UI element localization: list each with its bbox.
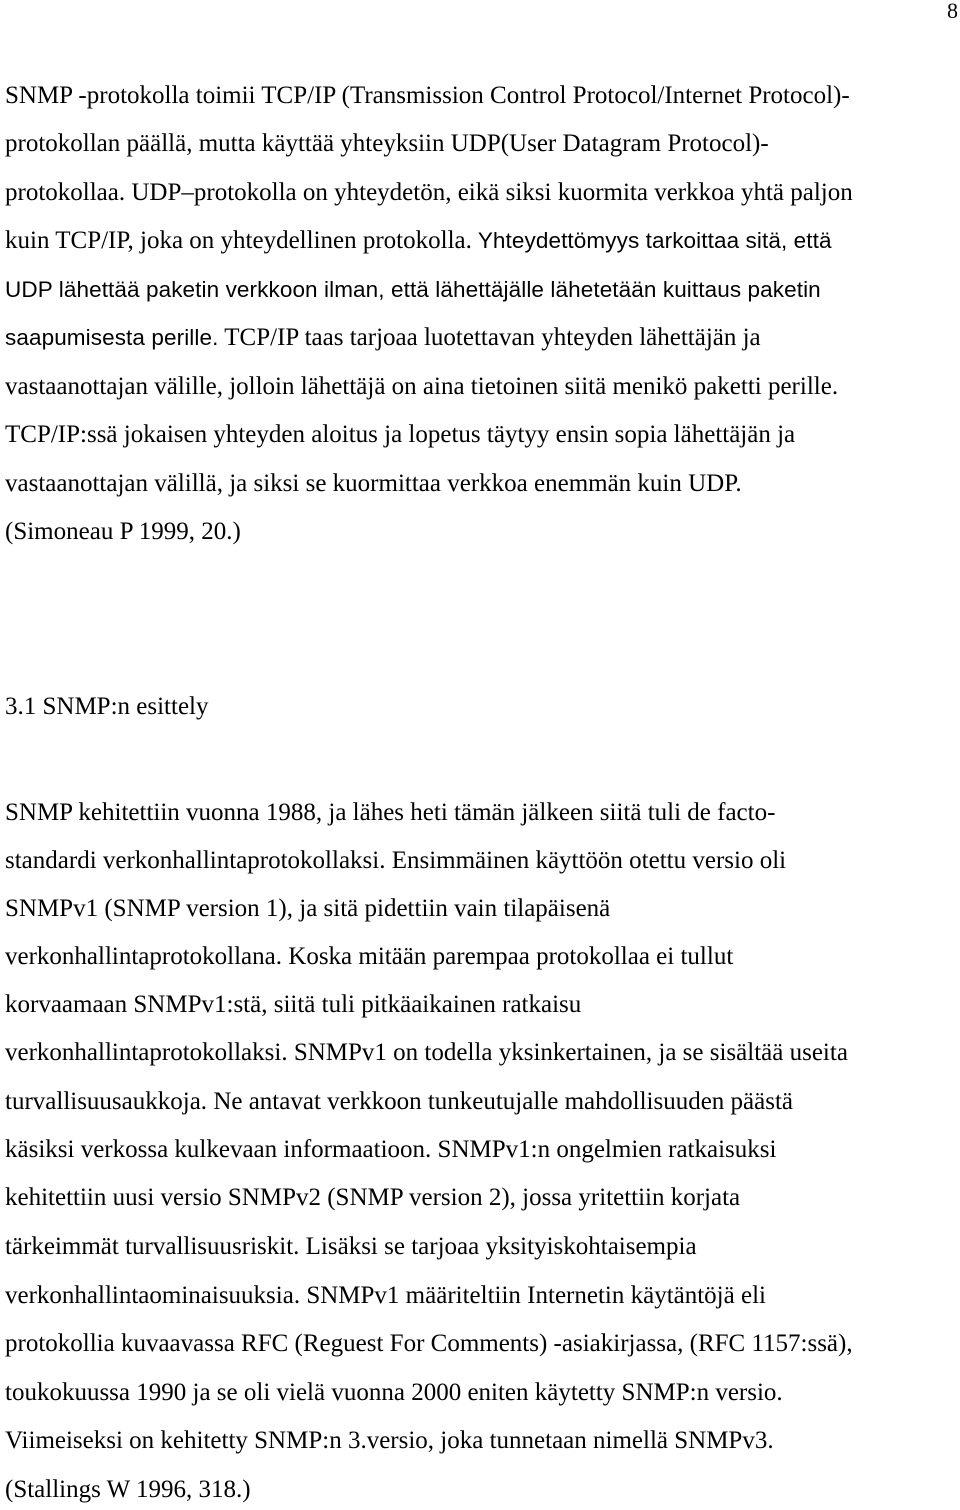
text-segment: standardi verkonhallintaprotokollaksi.: [5, 847, 386, 874]
text-line: SNMP -protokolla toimii TCP/IP (Transmission Control Protocol/Internet Protocol)-: [5, 82, 850, 109]
text-line: korvaamaan SNMPv1:stä, siitä tuli pitkäaikainen ratkaisu: [5, 991, 582, 1018]
text-segment: verkonhallintaprotokollaksi.: [5, 1039, 288, 1066]
text-line: protokollan päällä, mutta käyttää yhteyksiin UDP(User Datagram Protocol)-: [5, 130, 769, 157]
text-line: TCP/IP:ssä jokaisen yhteyden aloitus ja lopetus täytyy ensin sopia lähettäjän ja: [5, 421, 796, 448]
text-line: (Simoneau P 1999, 20.): [5, 518, 241, 545]
text-segment: Yhteydettömyys tarkoittaa sitä, että: [471, 228, 832, 253]
text-line: kehitettiin uusi versio SNMPv2 (SNMP version 2), jossa yritettiin korjata: [5, 1184, 741, 1211]
text-line: [5, 1281, 766, 1311]
text-line: SNMP kehitettiin vuonna 1988, ja lähes heti tämän jälkeen siitä tuli de facto-: [5, 799, 776, 826]
text-line: (Stallings W 1996, 318.): [5, 1476, 251, 1503]
text-line: SNMPv1 (SNMP version 1), ja sitä pidettiin vain tilapäisenä: [5, 895, 611, 922]
text-line: UDP lähettää paketin verkkoon ilman, että lähettäjälle lähetetään kuittaus paketin: [5, 277, 821, 302]
text-line: Viimeiseksi on kehitetty SNMP:n 3.versio, joka tunnetaan nimellä SNMPv3.: [5, 1427, 774, 1454]
text-segment: Lisäksi se tarjoaa yksityiskohtaisempia: [299, 1233, 697, 1260]
text-line: [5, 1038, 848, 1068]
text-line: [5, 1087, 793, 1117]
text-segment: SNMPv1 määriteltiin Internetin käytäntöjä eli: [300, 1282, 766, 1309]
page-number: 8: [947, 0, 958, 23]
text-line: [5, 1135, 776, 1165]
text-line: protokollia kuvaavassa RFC (Reguest For Comments) -asiakirjassa, (RFC 1157:ssä),: [5, 1330, 853, 1357]
text-line: [5, 323, 761, 353]
text-segment: SNMPv1:n ongelmien ratkaisuksi: [431, 1136, 777, 1163]
text-segment: SNMPv1 on todella yksinkertainen, ja se sisältää useita: [287, 1039, 848, 1066]
text-segment: tärkeimmät turvallisuusriskit.: [5, 1233, 300, 1260]
text-line: protokollaa. UDP–protokolla on yhteydetön, eikä siksi kuormita verkkoa yhtä paljon: [5, 179, 853, 206]
text-segment: Ensimmäinen käyttöön otettu versio oli: [385, 847, 787, 874]
text-segment: saapumisesta perille.: [5, 325, 219, 350]
text-segment: käsiksi verkossa kulkevaan informaatioon.: [5, 1136, 432, 1163]
text-segment: verkonhallintaprotokollana.: [5, 943, 283, 970]
text-segment: Koska mitään parempaa protokollaa ei tullut: [282, 943, 734, 970]
text-segment: turvallisuusaukkoja.: [5, 1088, 208, 1115]
text-line: toukokuussa 1990 ja se oli vielä vuonna 2000 eniten käytetty SNMP:n versio.: [5, 1379, 783, 1406]
text-line: [5, 1232, 697, 1262]
text-line: vastaanottajan välillä, ja siksi se kuormittaa verkkoa enemmän kuin UDP.: [5, 470, 742, 497]
text-segment: TCP/IP taas tarjoaa luotettavan yhteyden lähettäjän ja: [218, 324, 761, 351]
text-line: [5, 942, 733, 972]
text-segment: kuin TCP/IP, joka on yhteydellinen protokolla.: [5, 227, 472, 254]
section-heading: 3.1 SNMP:n esittely: [5, 693, 209, 720]
text-line: vastaanottajan välille, jolloin lähettäjä on aina tietoinen siitä menikö paketti perille.: [5, 373, 839, 400]
text-line: [5, 226, 832, 256]
text-segment: verkonhallintaominaisuuksia.: [5, 1282, 301, 1309]
text-segment: Ne antavat verkkoon tunkeutujalle mahdollisuuden päästä: [207, 1088, 793, 1115]
text-line: [5, 846, 786, 876]
